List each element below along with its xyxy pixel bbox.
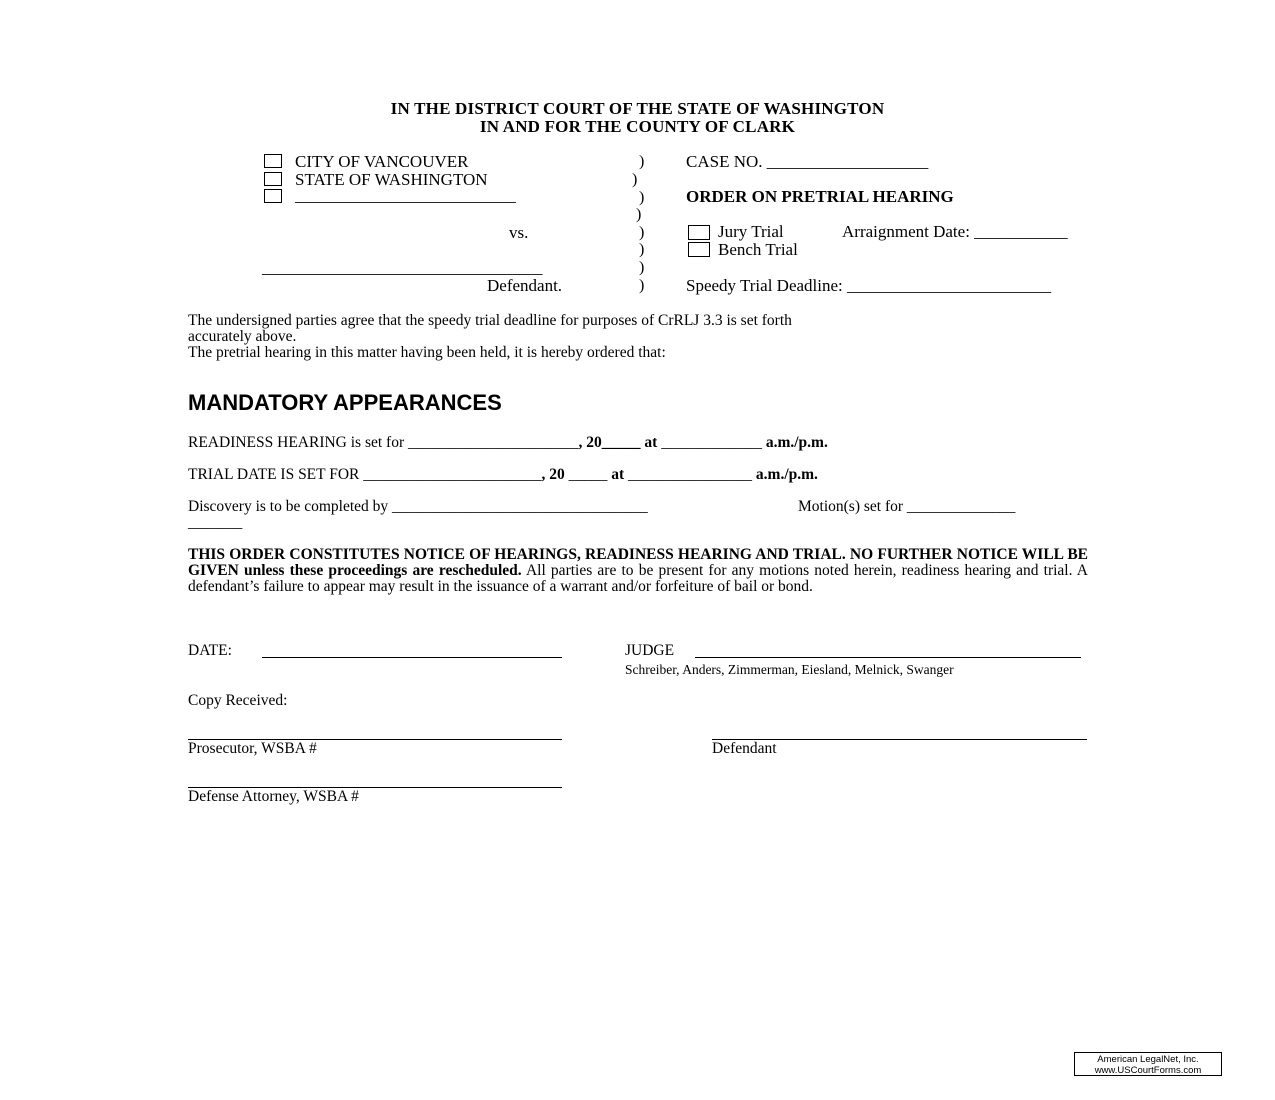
- defendant-name-blank[interactable]: _________________________________: [262, 258, 543, 277]
- caption-paren: ): [639, 224, 645, 241]
- judge-label: JUDGE: [625, 642, 675, 659]
- readiness-at: at: [640, 434, 662, 451]
- motions-field-overflow[interactable]: _______: [188, 514, 243, 531]
- publisher-name: American LegalNet, Inc.: [1097, 1054, 1199, 1065]
- arraignment-date-field[interactable]: Arraignment Date: ___________: [842, 222, 1068, 241]
- bench-trial-label: Bench Trial: [718, 240, 798, 259]
- date-signature-line[interactable]: [262, 657, 562, 658]
- caption-paren: ): [632, 171, 638, 188]
- trial-date-row: [188, 466, 818, 484]
- intro-line-2: accurately above.: [188, 328, 297, 345]
- state-option: STATE OF WASHINGTON: [295, 170, 488, 189]
- other-plaintiff-blank[interactable]: __________________________: [295, 186, 516, 205]
- jury-trial-label: Jury Trial: [718, 222, 784, 241]
- publisher-url[interactable]: www.USCourtForms.com: [1094, 1065, 1202, 1076]
- caption-paren: ): [639, 277, 645, 294]
- date-label: DATE:: [188, 642, 232, 659]
- trial-date-field[interactable]: TRIAL DATE IS SET FOR _______________________: [188, 466, 542, 483]
- trial-year: , 20: [541, 466, 565, 483]
- case-number-field[interactable]: CASE NO. ___________________: [686, 152, 929, 171]
- copy-received-label: Copy Received:: [188, 692, 288, 709]
- trial-at: at: [611, 466, 629, 483]
- judge-names: Schreiber, Anders, Zimmerman, Eiesland, Melnick, Swanger: [625, 662, 954, 677]
- other-plaintiff-checkbox[interactable]: [264, 189, 282, 203]
- trial-ampm: a.m./p.m.: [755, 466, 818, 483]
- readiness-time-field[interactable]: _____________: [661, 434, 762, 451]
- discovery-field[interactable]: Discovery is to be completed by _________________________________: [188, 498, 648, 515]
- caption-paren: ): [636, 206, 642, 223]
- defense-attorney-label: Defense Attorney, WSBA #: [188, 788, 359, 805]
- caption-paren: ): [639, 189, 645, 206]
- readiness-hearing-row: [188, 434, 828, 452]
- defendant-signature-label: Defendant: [712, 740, 777, 757]
- speedy-trial-deadline-field[interactable]: Speedy Trial Deadline: ________________________: [686, 276, 1052, 295]
- judge-signature-line[interactable]: [695, 657, 1081, 658]
- caption-paren: ): [639, 153, 645, 170]
- notice-paragraph: [188, 547, 1088, 595]
- vs-label: vs.: [509, 223, 529, 242]
- city-checkbox[interactable]: [264, 154, 282, 168]
- city-option: CITY OF VANCOUVER: [295, 152, 469, 171]
- intro-line-1: The undersigned parties agree that the speedy trial deadline for purposes of CrRLJ 3.3 is set forth: [188, 312, 792, 329]
- notice-text: All parties are to be present for any motions noted herein, readiness hearing and trial. A defendant’s failure to appear may result in the issuance of a warrant and/or forfeiture of bail or bond.: [188, 562, 1088, 595]
- defendant-label: Defendant.: [487, 276, 563, 295]
- readiness-ampm: a.m./p.m.: [765, 434, 828, 451]
- intro-line-3: The pretrial hearing in this matter having been held, it is hereby ordered that:: [188, 344, 666, 361]
- caption-paren: ): [639, 241, 645, 258]
- court-heading-line2: IN AND FOR THE COUNTY OF CLARK: [479, 117, 796, 136]
- caption-paren: ): [639, 259, 645, 276]
- jury-trial-checkbox[interactable]: [688, 225, 710, 240]
- motions-field[interactable]: Motion(s) set for ______________: [798, 498, 1016, 515]
- notice-bold-1: THIS ORDER CONSTITUTES NOTICE OF HEARINGS, READINESS HEARING AND TRIAL.: [188, 546, 846, 563]
- notice-bold-2: NO FURTHER NOTICE WILL BE GIVEN unless these proceedings are rescheduled.: [188, 546, 1089, 579]
- order-title: ORDER ON PRETRIAL HEARING: [686, 187, 954, 206]
- bench-trial-checkbox[interactable]: [688, 242, 710, 257]
- trial-time-field[interactable]: ________________: [628, 466, 753, 483]
- readiness-year-field[interactable]: , 20_____: [578, 434, 641, 451]
- trial-year-field[interactable]: _____: [564, 466, 612, 483]
- court-heading-line1: IN THE DISTRICT COURT OF THE STATE OF WASHINGTON: [390, 99, 885, 118]
- state-checkbox[interactable]: [264, 172, 282, 186]
- publisher-stamp: [1074, 1052, 1222, 1076]
- prosecutor-label: Prosecutor, WSBA #: [188, 740, 317, 757]
- readiness-date-field[interactable]: READINESS HEARING is set for ______________________: [188, 434, 579, 451]
- section-title: MANDATORY APPEARANCES: [188, 390, 502, 415]
